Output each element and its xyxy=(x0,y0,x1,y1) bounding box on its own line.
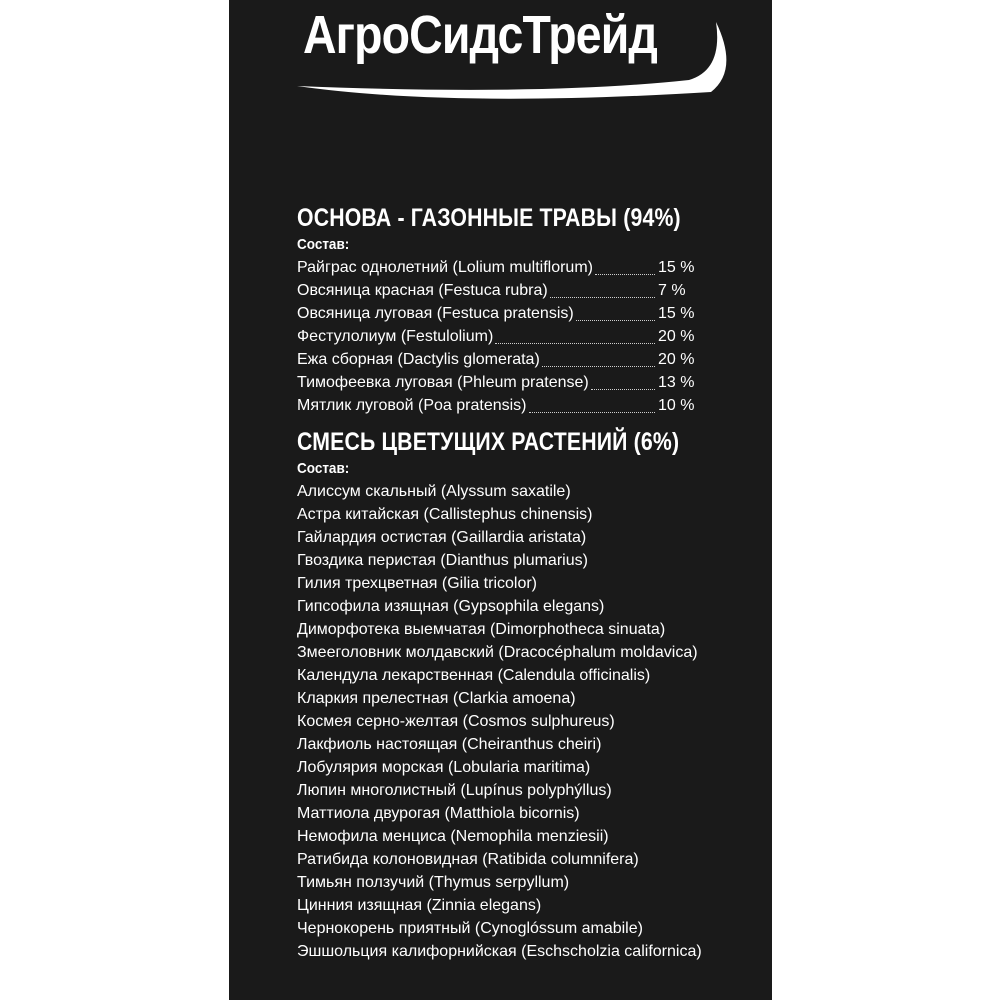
flower-item: Космея серно-желтая (Cosmos sulphureus) xyxy=(297,713,615,730)
grass-list xyxy=(297,256,767,417)
grass-percent: 15 % xyxy=(658,259,695,276)
flower-item: Ратибида колоновидная (Ratibida columnifera) xyxy=(297,851,639,868)
grass-percent: 13 % xyxy=(658,374,695,391)
section-subtitle-grasses: Состав: xyxy=(297,236,350,253)
flower-item: Астра китайская (Callistephus chinensis) xyxy=(297,506,593,523)
flower-item: Цинния изящная (Zinnia elegans) xyxy=(297,897,542,914)
grass-row xyxy=(297,371,694,394)
grass-name: Райграс однолетний (Lolium multiflorum) xyxy=(297,259,593,276)
flower-item: Эшшольция калифорнийская (Eschscholzia californica) xyxy=(297,943,702,960)
grass-percent: 15 % xyxy=(658,305,695,322)
composition-content xyxy=(297,203,767,963)
grass-name: Мятлик луговой (Poa pratensis) xyxy=(297,397,527,414)
grass-name: Ежа сборная (Dactylis glomerata) xyxy=(297,351,540,368)
flower-item: Лакфиоль настоящая (Cheiranthus cheiri) xyxy=(297,736,602,753)
grass-percent: 7 % xyxy=(658,282,686,299)
section-title-flowers: СМЕСЬ ЦВЕТУЩИХ РАСТЕНИЙ (6%) xyxy=(297,428,680,456)
brand-name: АгроСидсТрейд xyxy=(303,5,658,65)
flower-item: Маттиола двурогая (Matthiola bicornis) xyxy=(297,805,580,822)
flower-item: Гайлардия остистая (Gaillardia aristata) xyxy=(297,529,587,546)
flower-item: Гипсофила изящная (Gypsophila elegans) xyxy=(297,598,605,615)
flower-item: Календула лекарственная (Calendula officinalis) xyxy=(297,667,651,684)
flower-item: Люпин многолистный (Lupínus polyphýllus) xyxy=(297,782,612,799)
dot-leader xyxy=(576,320,655,321)
grass-percent: 20 % xyxy=(658,328,695,345)
grass-name: Овсяница красная (Festuca rubra) xyxy=(297,282,548,299)
flower-item: Гвоздика перистая (Dianthus plumarius) xyxy=(297,552,588,569)
grass-name: Фестулолиум (Festulolium) xyxy=(297,328,494,345)
grass-name: Тимофеевка луговая (Phleum pratense) xyxy=(297,374,589,391)
grass-name: Овсяница луговая (Festuca pratensis) xyxy=(297,305,574,322)
flower-item: Диморфотека выемчатая (Dimorphotheca sinuata) xyxy=(297,621,666,638)
flower-item: Немофила менциса (Nemophila menziesii) xyxy=(297,828,609,845)
grass-row xyxy=(297,279,694,302)
flower-item: Змееголовник молдавский (Dracocéphalum moldavica) xyxy=(297,644,698,661)
dot-leader xyxy=(495,343,655,344)
flower-item: Лобулярия морская (Lobularia maritima) xyxy=(297,759,591,776)
section-title-grasses: ОСНОВА - ГАЗОННЫЕ ТРАВЫ (94%) xyxy=(297,204,681,232)
flower-item: Алиссум скальный (Alyssum saxatile) xyxy=(297,483,571,500)
section-subtitle-flowers: Состав: xyxy=(297,460,350,477)
flower-item: Тимьян ползучий (Thymus serpyllum) xyxy=(297,874,570,891)
dot-leader xyxy=(591,389,655,390)
grass-row xyxy=(297,256,694,279)
dot-leader xyxy=(529,412,656,413)
grass-row xyxy=(297,348,694,371)
brand-logo xyxy=(291,0,731,110)
dot-leader xyxy=(595,274,655,275)
dot-leader xyxy=(542,366,655,367)
flower-item: Чернокорень приятный (Cynoglóssum amabile) xyxy=(297,920,643,937)
product-label-panel xyxy=(229,0,772,1000)
flower-item: Гилия трехцветная (Gilia tricolor) xyxy=(297,575,537,592)
grass-row xyxy=(297,325,694,348)
flower-item: Кларкия прелестная (Clarkia amoena) xyxy=(297,690,576,707)
grass-percent: 10 % xyxy=(658,397,695,414)
flower-list xyxy=(297,480,767,963)
dot-leader xyxy=(550,297,655,298)
grass-percent: 20 % xyxy=(658,351,695,368)
grass-row xyxy=(297,302,694,325)
grass-row xyxy=(297,394,694,417)
